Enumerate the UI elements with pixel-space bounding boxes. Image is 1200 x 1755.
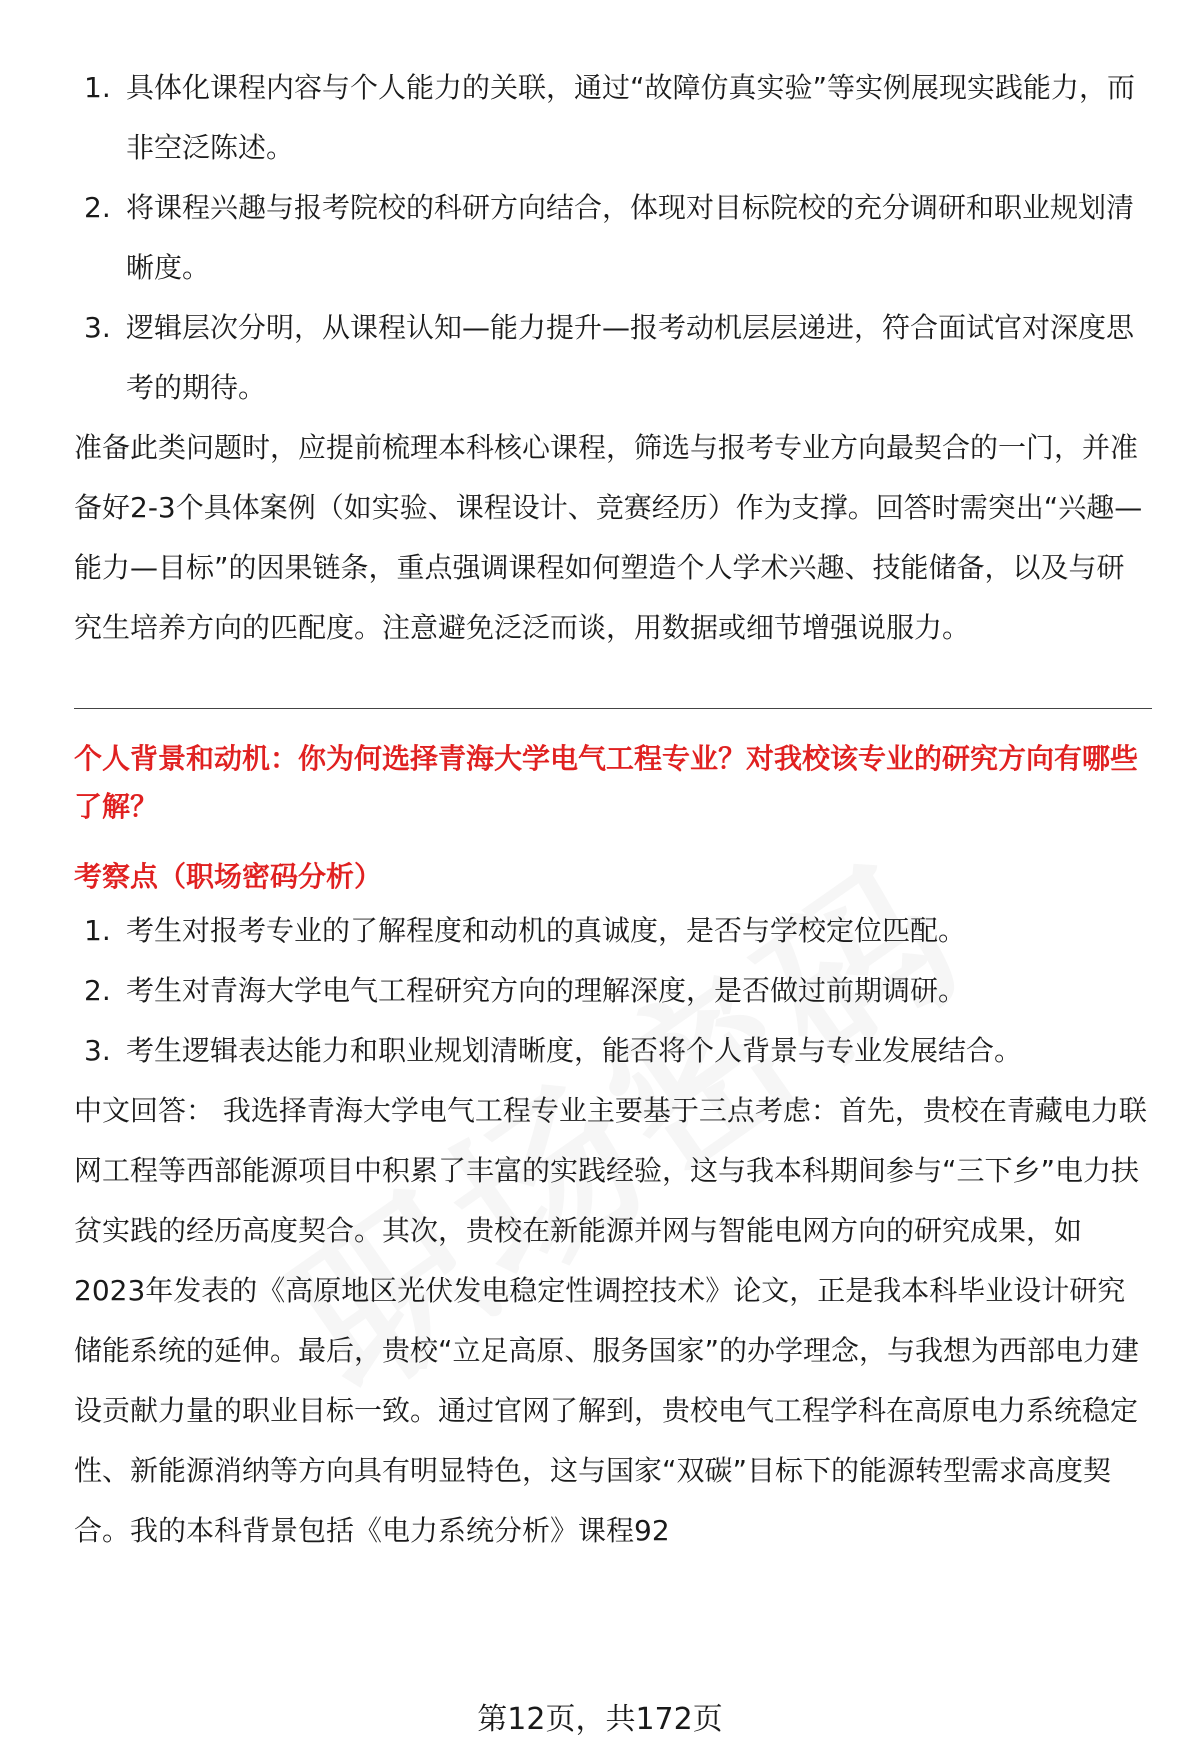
- list-item: [74, 298, 1152, 418]
- list-number: 3.: [84, 311, 111, 344]
- page-number-footer: 第12页，共172页: [477, 1702, 723, 1737]
- list-item: [74, 901, 1152, 961]
- list-number: 2.: [84, 191, 111, 224]
- assessment-points-heading: 考察点（职场密码分析）: [74, 860, 383, 893]
- section-divider: [74, 708, 1152, 709]
- list-item-text: 考生对报考专业的了解程度和动机的真诚度，是否与学校定位匹配。: [126, 914, 967, 947]
- list-item: [74, 178, 1152, 298]
- list-item-text: 考生逻辑表达能力和职业规划清晰度，能否将个人背景与专业发展结合。: [126, 1034, 1023, 1067]
- list-number: 1.: [84, 914, 111, 947]
- tips-list: [74, 58, 1152, 418]
- assessment-points-list: [74, 901, 1152, 1081]
- list-item: [74, 58, 1152, 178]
- list-number: 1.: [84, 71, 111, 104]
- answer-paragraph: 中文回答： 我选择青海大学电气工程专业主要基于三点考虑：首先，贵校在青藏电力联网工程等西部能源项目中积累了丰富的实践经验，这与我本科期间参与“三下乡”电力扶贫实践的经历高度契合。其次，贵校在新能源并网与智能电网方向的研究成果，如2023年发表的《高原地区光伏发电稳定性调控技术》论文，正是我本科毕业设计研究储能系统的延伸。最后，贵校“立足高原、服务国家”的办学理念，与我想为西部电力建设贡献力量的职业目标一致。通过官网了解到，贵校电气工程学科在高原电力系统稳定性、新能源消纳等方向具有明显特色，这与国家“双碳”目标下的能源转型需求高度契合。我的本科背景包括《电力系统分析》课程92: [74, 1094, 1147, 1547]
- list-number: 3.: [84, 1034, 111, 1067]
- question-heading: 个人背景和动机：你为何选择青海大学电气工程专业？对我校该专业的研究方向有哪些了解？: [74, 742, 1139, 823]
- page-content: [74, 58, 1152, 1561]
- list-item-text: 逻辑层次分明，从课程认知—能力提升—报考动机层层递进，符合面试官对深度思考的期待。: [126, 311, 1135, 404]
- list-number: 2.: [84, 974, 111, 1007]
- list-item-text: 考生对青海大学电气工程研究方向的理解深度，是否做过前期调研。: [126, 974, 967, 1007]
- preparation-paragraph: 准备此类问题时，应提前梳理本科核心课程，筛选与报考专业方向最契合的一门，并准备好2-3个具体案例（如实验、课程设计、竞赛经历）作为支撑。回答时需突出“兴趣—能力—目标”的因果链条，重点强调课程如何塑造个人学术兴趣、技能储备，以及与研究生培养方向的匹配度。注意避免泛泛而谈，用数据或细节增强说服力。: [74, 431, 1143, 644]
- list-item: [74, 1021, 1152, 1081]
- list-item-text: 具体化课程内容与个人能力的关联，通过“故障仿真实验”等实例展现实践能力，而非空泛陈述。: [126, 71, 1136, 164]
- list-item: [74, 961, 1152, 1021]
- list-item-text: 将课程兴趣与报考院校的科研方向结合，体现对目标院校的充分调研和职业规划清晰度。: [126, 191, 1135, 284]
